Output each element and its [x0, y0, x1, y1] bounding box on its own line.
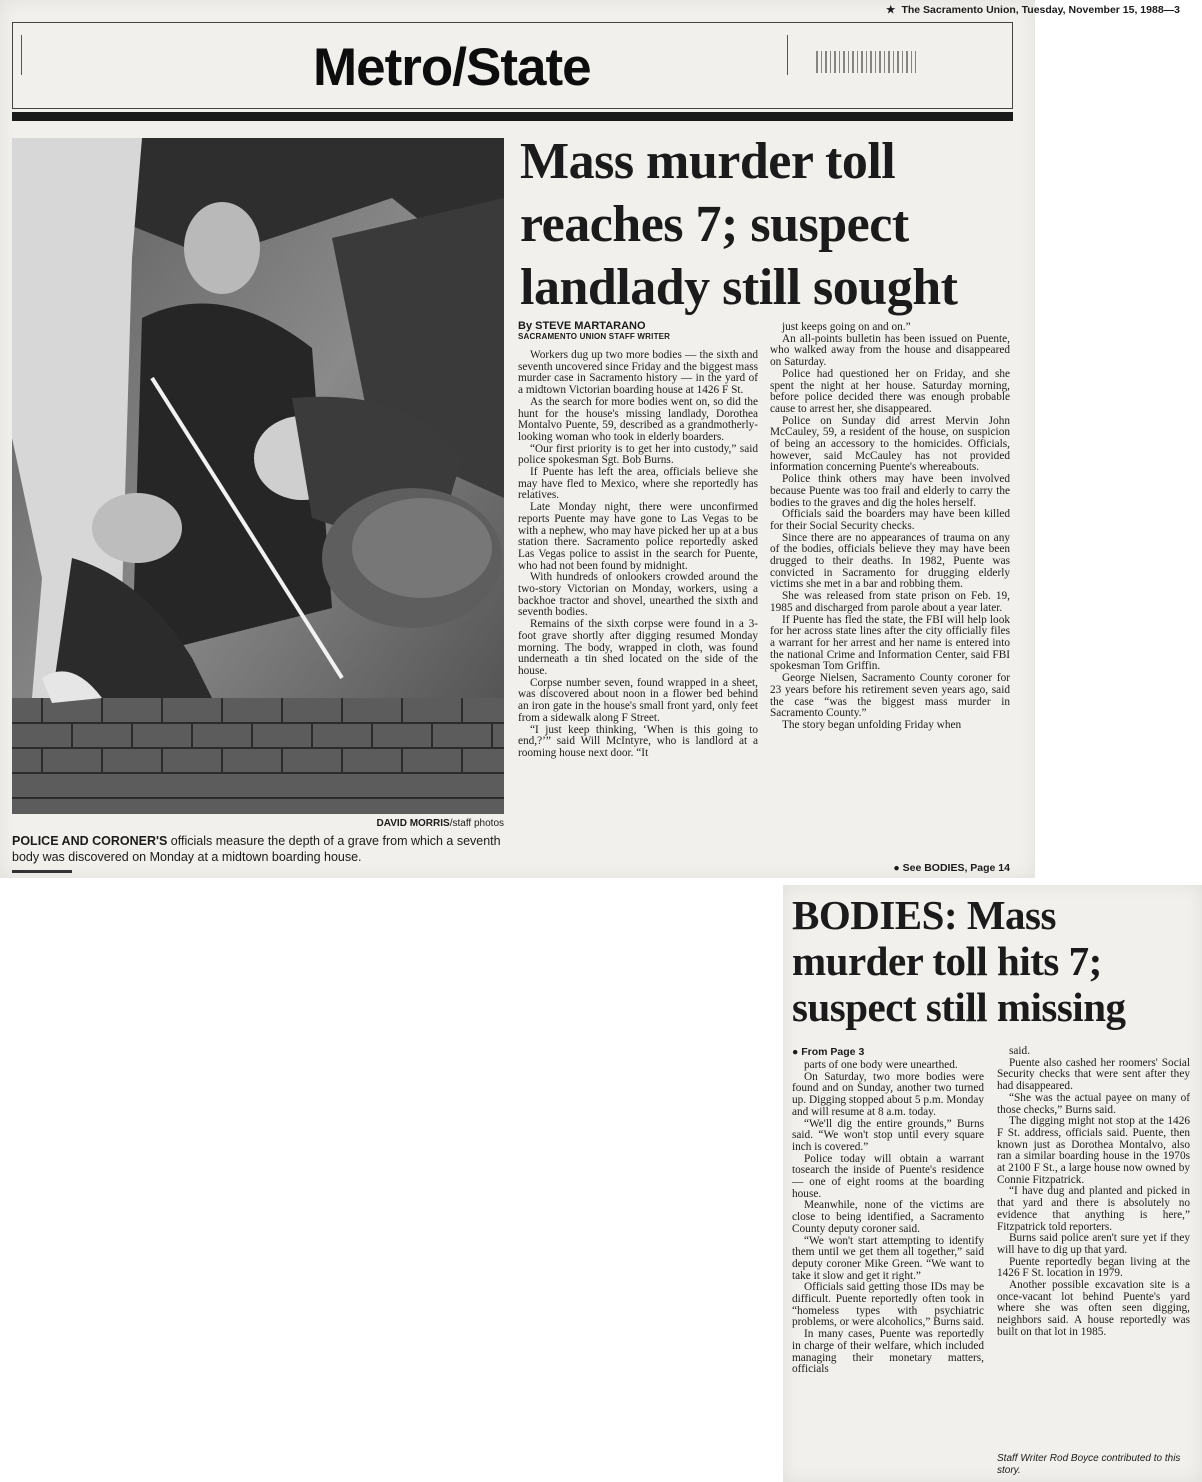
headline-line: Mass murder toll [520, 133, 896, 190]
photo-caption [12, 833, 504, 865]
paragraph: “We'll dig the entire grounds,” Burns said. “We won't stop until every square inch is covered.” [792, 1117, 984, 1153]
jump-reference: ● See BODIES, Page 14 [893, 862, 1010, 874]
paragraph: If Puente has left the area, officials believe she may have fled to Mexico, where she reportedly has relatives. [518, 466, 758, 502]
section-banner [12, 22, 1013, 109]
paragraph: “Our first priority is to get her into custody,” said police spokesman Sgt. Bob Burns. [518, 442, 758, 467]
headline-line: BODIES: Mass [792, 892, 1056, 938]
photo-credit [12, 818, 504, 829]
index-marks [816, 51, 916, 73]
paragraph: Police today will obtain a warrant tosearch the inside of Puente's residence — one of eight rooms at the boarding house. [792, 1152, 984, 1200]
paragraph: She was released from state prison on Feb. 19, 1985 and discharged from parole about a year later. [770, 590, 1010, 614]
byline-role: SACRAMENTO UNION STAFF WRITER [518, 332, 671, 341]
paragraph: With hundreds of onlookers crowded around the two-story Victorian on Monday, workers, using a backhoe tractor and shovel, unearthed the sixth and seventh bodies. [518, 571, 758, 619]
paragraph: Late Monday night, there were unconfirmed reports Puente may have gone to Las Vegas to be with a nephew, who may have picked her up at a bus station there. Sacramento police reportedly asked Las Vegas police to assist in the search for Puente, who had not been found by midnight. [518, 501, 758, 572]
paragraph: If Puente has fled the state, the FBI will help look for her across state lines after the city officially files a warrant for her arrest and her name is entered into the national Crime and Information Center, said FBI spokesman Tom Griffin. [770, 613, 1010, 673]
from-page-label: ● From Page 3 [792, 1046, 865, 1058]
byline-name: By STEVE MARTARANO [518, 320, 646, 332]
paragraph: Puente also cashed her roomers' Social Security checks that were sent after they had disappeared. [997, 1056, 1190, 1093]
paragraph: “We won't start attempting to identify them until we get them all together,” said deputy coroner Mike Green. “We want to take it slow and get it right.” [792, 1234, 984, 1282]
paragraph: “I have dug and planted and picked in that yard and there is absolutely no evidence that anything is here,” Fitzpatrick told reporters. [997, 1185, 1190, 1233]
headline-line: landlady still sought [520, 259, 958, 316]
paragraph: Puente reportedly began living at the 1426 F St. location in 1979. [997, 1255, 1190, 1280]
paragraph: Corpse number seven, found wrapped in a sheet, was discovered about noon in a flower bed behind an iron gate in the house's small front yard, only feet from a sidewalk along F Street. [518, 676, 758, 724]
divider [787, 35, 788, 75]
paragraph: Officials said the boarders may have been killed for their Social Security checks. [770, 508, 1010, 532]
paragraph: Workers dug up two more bodies — the sixth and seventh uncovered since Friday and the biggest mass murder case in Sacramento history — in the yard of a midtown Victorian boarding house at 1426 F St. [518, 350, 758, 397]
article-column-2 [770, 322, 1010, 849]
divider [12, 870, 72, 876]
paragraph: Officials said getting those IDs may be difficult. Puente reportedly often took in “homeless types with psychiatric problems, or were alcoholics,” Burns said. [792, 1281, 984, 1329]
paragraph: Police think others may have been involved because Puente was too frail and elderly to carry the bodies to the graves and dig the holes herself. [770, 473, 1010, 509]
contributor-note: Staff Writer Rod Boyce contributed to this story. [997, 1453, 1181, 1476]
jump-column-2 [997, 1046, 1190, 1454]
paragraph: The story began unfolding Friday when [782, 718, 962, 731]
paragraph: In many cases, Puente was reportedly in charge of their welfare, which included managing their monetary matters, officials [792, 1328, 984, 1376]
paragraph: Since there are no appearances of trauma on any of the bodies, officials believe they may have been drugged to their deaths. In 1982, Puente was convicted in Sacramento for drugging elderly victims she met in a bar and robbing them. [770, 531, 1010, 591]
paragraph: said. [1009, 1046, 1031, 1057]
paragraph: parts of one body were unearthed. [804, 1060, 958, 1071]
star-icon: ★ [886, 4, 896, 16]
photo-credit-suffix: /staff photos [449, 818, 504, 829]
paragraph: Burns said police aren't sure yet if they will have to dig up that yard. [997, 1232, 1190, 1256]
photo-image [12, 138, 504, 814]
caption-text: officials measure the depth of a grave from which a seventh body was discovered on Monday at a midtown boarding house. [12, 834, 501, 864]
jump-headline [792, 892, 1192, 1030]
photo-credit-name: DAVID MORRIS [376, 818, 450, 829]
paragraph: “I just keep thinking, ‘When is this going to end,?’” said Will McIntyre, who is landlord at a rooming house next door. “It [518, 723, 758, 759]
jump-column-1 [792, 1060, 984, 1482]
banner-rule [12, 112, 1013, 121]
running-head-text: The Sacramento Union, Tuesday, November 15, 1988—3 [901, 4, 1180, 16]
running-head [886, 4, 1180, 16]
paragraph: Police had questioned her on Friday, and she spent the night at her house. Saturday morning, before police decided there was enough probable cause to arrest her, she disappeared. [770, 367, 1010, 415]
headline-line: reaches 7; suspect [520, 196, 909, 253]
paragraph: Remains of the sixth corpse were found in a 3-foot grave shortly after digging resumed Monday morning. The body, wrapped in cloth, was found underneath a tin shed located on the side of the house. [518, 618, 758, 677]
paragraph: As the search for more bodies went on, so did the hunt for the house's missing landlady, Dorothea Montalvo Puente, 59, described as a grandmotherly-looking woman who took in elderly boarders. [518, 395, 758, 443]
byline [518, 320, 758, 341]
article-column-1 [518, 350, 758, 878]
section-title: Metro/State [313, 38, 591, 97]
paragraph: George Nielsen, Sacramento County coroner for 23 years before his retirement seven years ago, said the case “was the biggest mass murder in Sacramento County.” [770, 672, 1010, 720]
article-headline [520, 130, 1010, 319]
paragraph: On Saturday, two more bodies were found and on Sunday, another two turned up. Digging stopped about 5 p.m. Monday and will resume at 8 a.m. today. [792, 1070, 984, 1118]
paragraph: Meanwhile, none of the victims are close to being identified, a Sacramento County deputy coroner said. [792, 1199, 984, 1235]
paragraph: Another possible excavation site is a once-vacant lot behind Puente's yard where she was often seen digging, neighbors said. A house reportedly was built on that lot in 1985. [997, 1279, 1190, 1338]
news-photo [12, 138, 504, 814]
headline-line: suspect still missing [792, 984, 1126, 1030]
headline-line: murder toll hits 7; [792, 938, 1102, 984]
paragraph: just keeps going on and on.” [782, 322, 911, 333]
paragraph: Police on Sunday did arrest Mervin John McCauley, 59, a resident of the house, on suspicion of being an accessory to the homicides. Officials, however, said McCauley has not provided information concerning Puente's whereabouts. [770, 414, 1010, 474]
caption-lead: POLICE AND CORONER'S [12, 834, 168, 848]
paragraph: An all-points bulletin has been issued on Puente, who walked away from the house and disappeared on Saturday. [770, 332, 1010, 369]
paragraph: The digging might not stop at the 1426 F St. address, officials said. Puente, then known just as Dorothea Montalvo, also ran a similar boarding house in the 1970s at 2100 F St., a large house now owned by Connie Fitzpatrick. [997, 1115, 1190, 1186]
divider [21, 35, 22, 75]
paragraph: “She was the actual payee on many of those checks,” Burns said. [997, 1091, 1190, 1116]
